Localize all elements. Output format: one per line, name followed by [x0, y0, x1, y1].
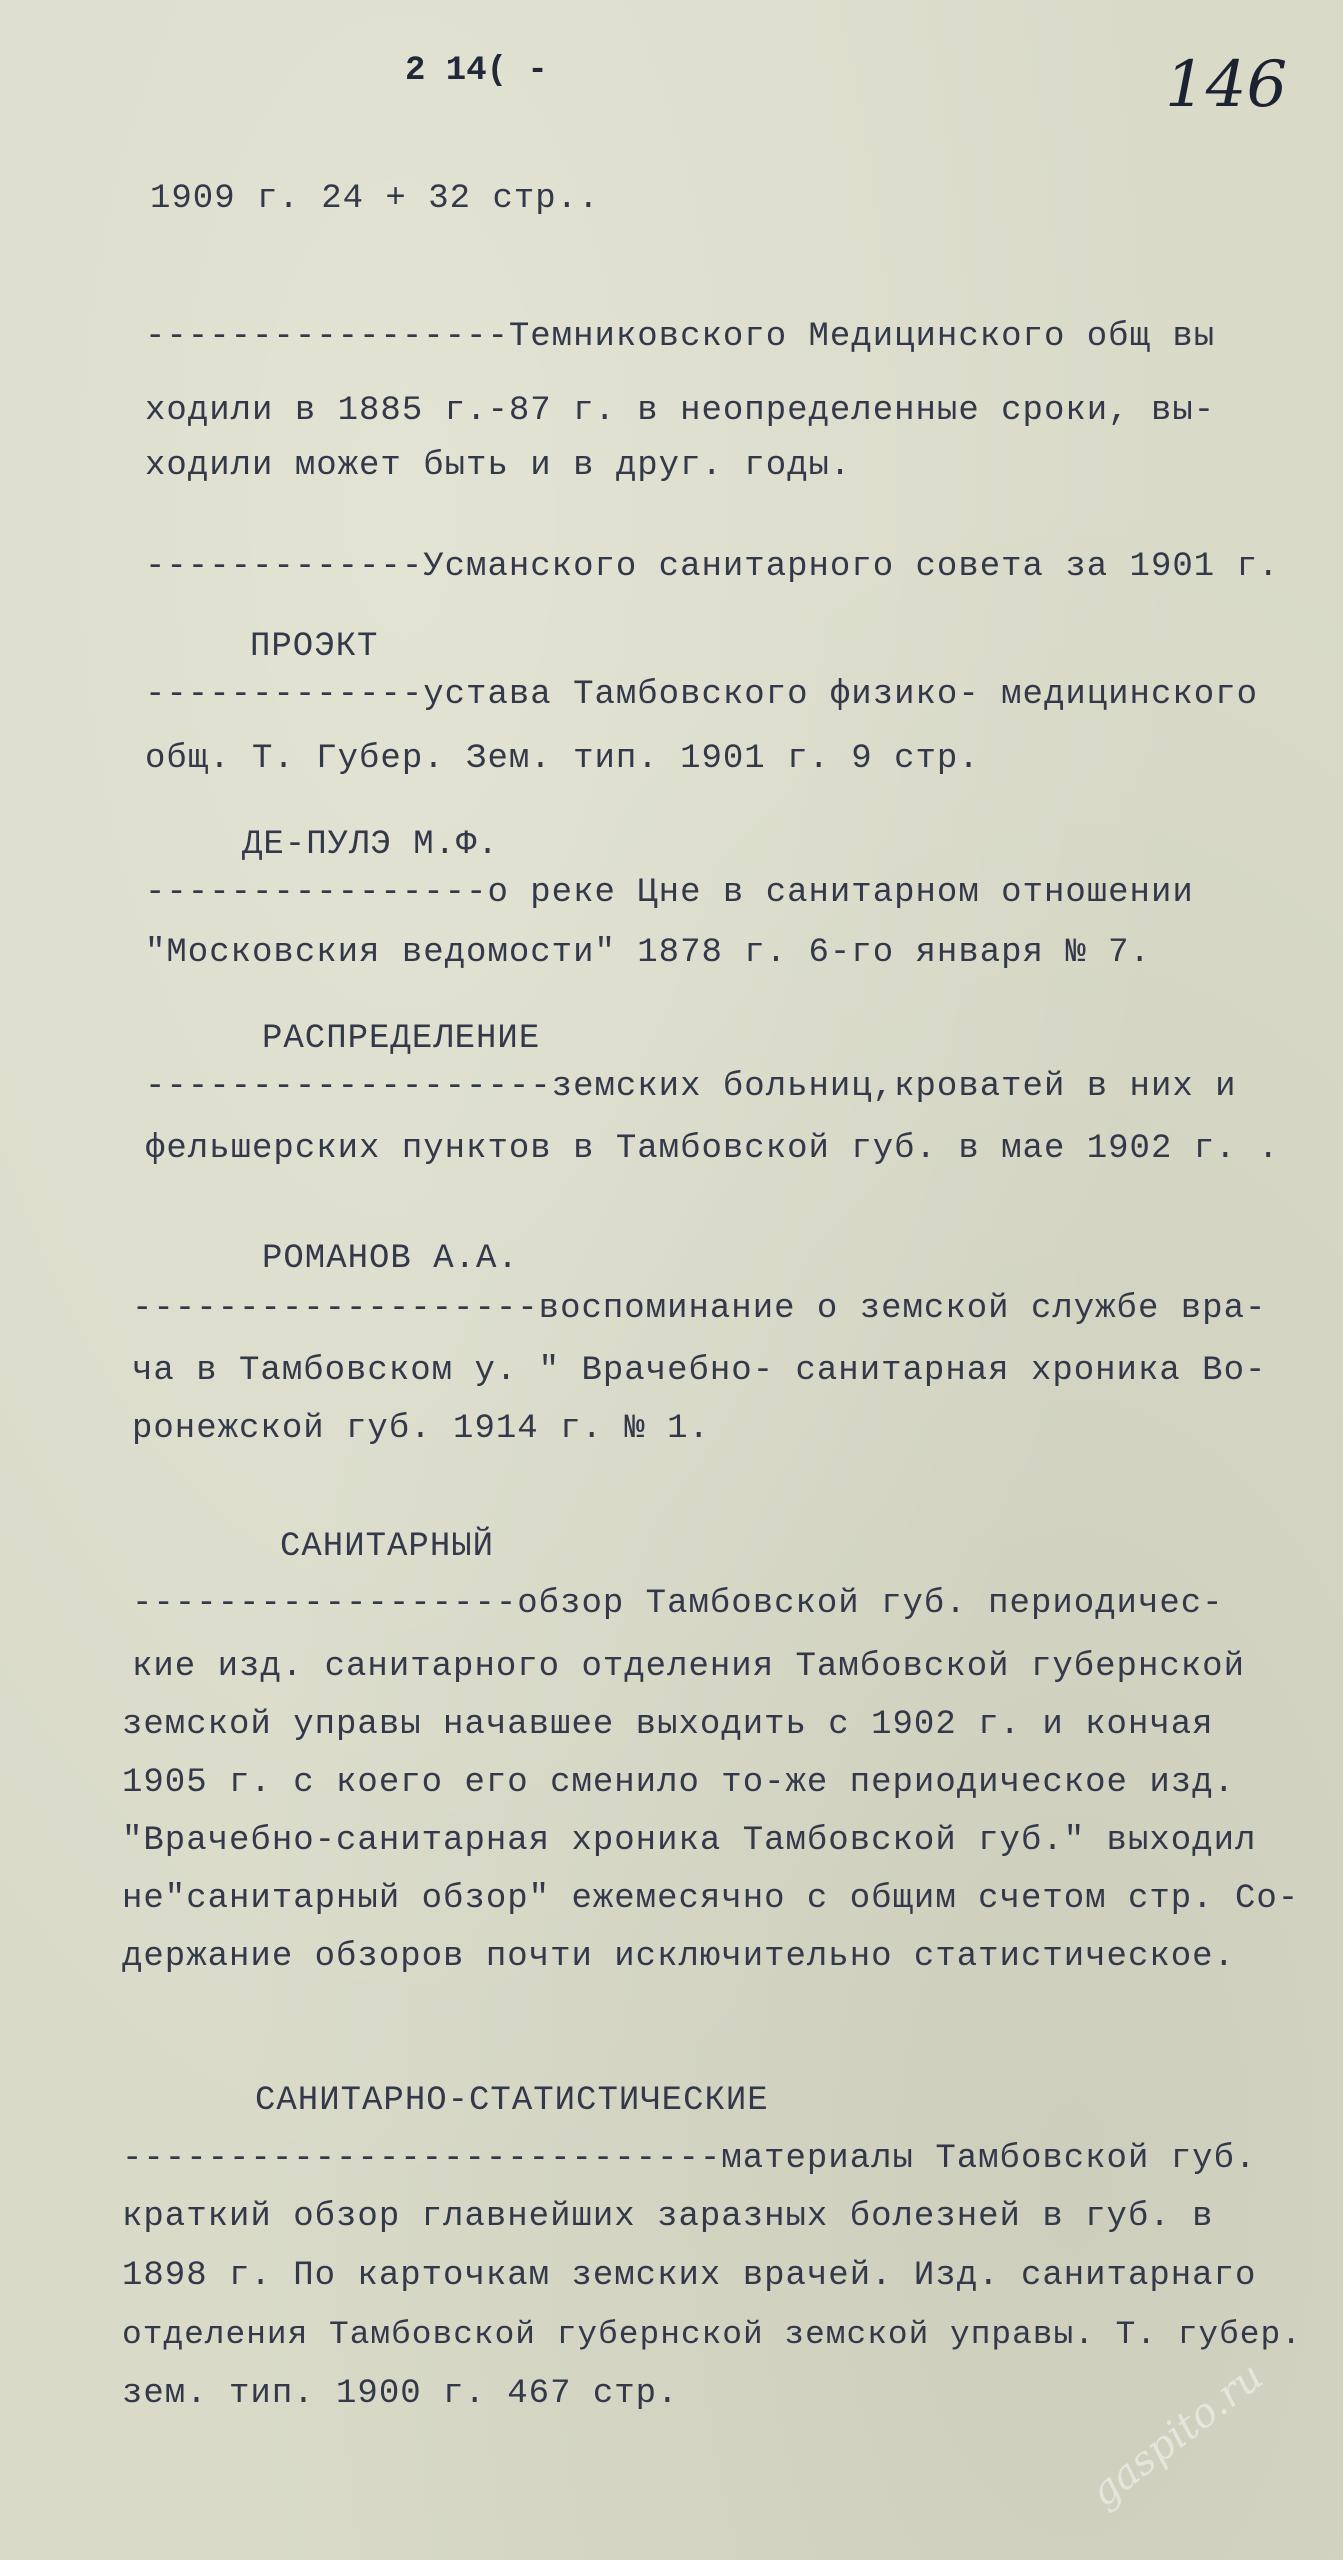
- entry-heading: РАСПРЕДЕЛЕНИЕ: [262, 1020, 541, 1058]
- text-line: отделения Тамбовской губернской земской управы. Т. губер.: [122, 2316, 1302, 2353]
- text-line: ----------------о реке Цне в санитарном отношении: [145, 874, 1194, 912]
- archive-page-number: 146: [1165, 48, 1288, 122]
- text-line: ча в Тамбовском у. " Врачебно- санитарная хроника Во-: [132, 1352, 1267, 1390]
- text-line: ходили в 1885 г.-87 г. в неопределенные сроки, вы-: [145, 392, 1216, 430]
- text-line: краткий обзор главнейших заразных болезней в губ. в: [122, 2198, 1214, 2236]
- text-line: -------------устава Тамбовского физико- медицинского: [145, 676, 1258, 714]
- text-line: 1898 г. По карточкам земских врачей. Изд. санитарнаго: [122, 2257, 1257, 2295]
- text-line: -------------Усманского санитарного совета за 1901 г.: [145, 548, 1280, 586]
- text-line: зем. тип. 1900 г. 467 стр.: [122, 2375, 679, 2413]
- text-line: земской управы начавшее выходить с 1902 г. и кончая: [122, 1706, 1214, 1744]
- entry-heading: РОМАНОВ А.А.: [262, 1240, 519, 1278]
- text-line: "Врачебно-санитарная хроника Тамбовской губ." выходил: [122, 1822, 1257, 1860]
- watermark-logo: gaspito.ru: [1081, 2353, 1272, 2516]
- text-line: ронежской губ. 1914 г. № 1.: [132, 1410, 710, 1448]
- text-line: кие изд. санитарного отделения Тамбовской губернской: [132, 1648, 1245, 1686]
- entry-heading: САНИТАРНО-СТАТИСТИЧЕСКИЕ: [255, 2082, 769, 2120]
- text-line: ----------------------------материалы Тамбовской губ.: [122, 2140, 1257, 2178]
- text-line: держание обзоров почти исключительно статистическое.: [122, 1938, 1235, 1976]
- text-line: общ. Т. Губер. Зем. тип. 1901 г. 9 стр.: [145, 740, 980, 778]
- entry-heading: САНИТАРНЫЙ: [280, 1528, 495, 1566]
- text-line: -------------------земских больниц,кроватей в них и: [145, 1068, 1237, 1106]
- entry-heading: ДЕ-ПУЛЭ М.Ф.: [242, 826, 499, 864]
- text-line: 1905 г. с коего его сменило то-же периодическое изд.: [122, 1764, 1235, 1802]
- page-number: 2 14( -: [405, 52, 548, 90]
- text-line: не"санитарный обзор" ежемесячно с общим счетом стр. Со-: [122, 1880, 1300, 1918]
- text-line: ходили может быть и в друг. годы.: [145, 447, 852, 485]
- text-line: -----------------Темниковского Медицинского общ вы: [145, 318, 1216, 356]
- text-line: 1909 г. 24 + 32 стр..: [150, 180, 600, 218]
- text-line: фельшерских пунктов в Тамбовской губ. в мае 1902 г. .: [145, 1130, 1280, 1168]
- text-line: -------------------воспоминание о земской службе вра-: [132, 1290, 1267, 1328]
- text-line: ------------------обзор Тамбовской губ. периодичес-: [132, 1585, 1224, 1623]
- entry-heading: ПРОЭКТ: [250, 628, 379, 666]
- text-line: "Московския ведомости" 1878 г. 6-го января № 7.: [145, 934, 1151, 972]
